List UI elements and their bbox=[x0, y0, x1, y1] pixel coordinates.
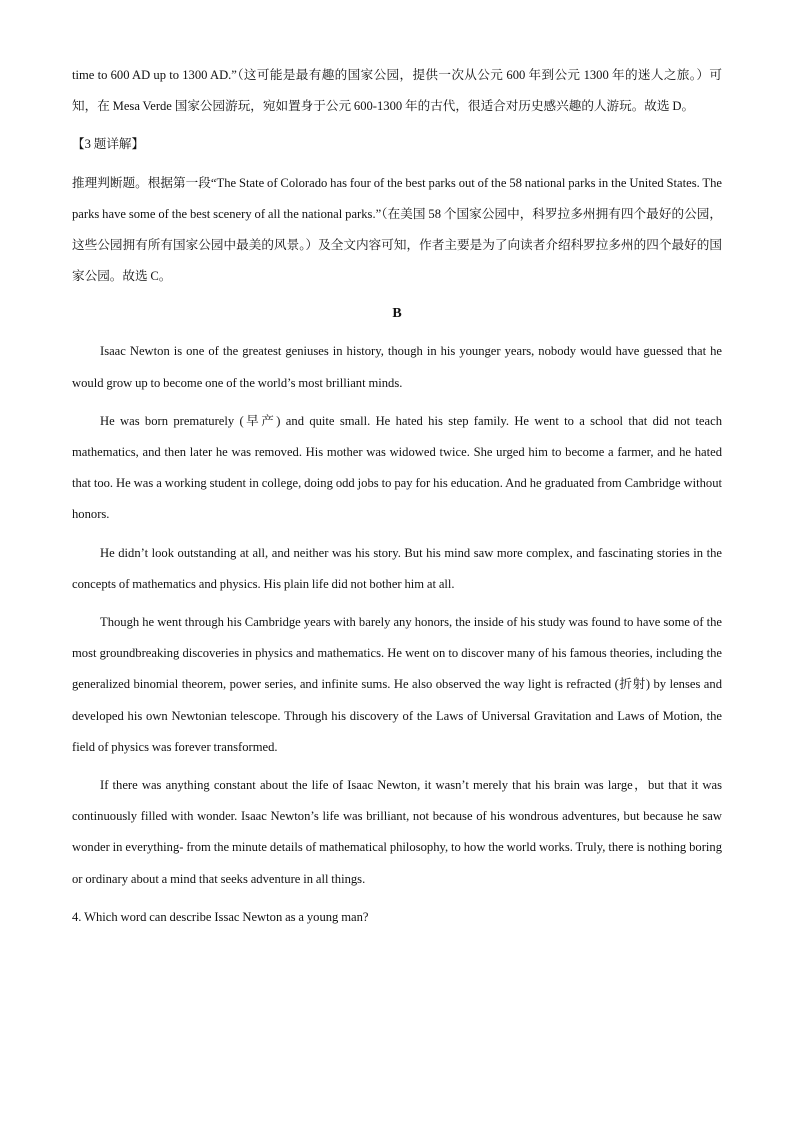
passage-paragraph-2: He was born prematurely (早产) and quite small. He hated his step family. He went to a school that did not teach mathematics, and then later he was removed. His mother was widowed twice. She urged him to become a farmer, and he hated that too. He was a working student in college, doing odd jobs to pay for his education. And he graduated from Cambridge without honors. bbox=[72, 413, 722, 522]
question-3-heading: 【3 题详解】 bbox=[72, 137, 145, 152]
previous-answer-explanation: time to 600 AD up to 1300 AD.”（这可能是最有趣的国家公园，提供一次从公元 600 年到公元 1300 年的迷人之旅。）可知，在 Mesa Verde 国家公园游玩，宛如置身于公元 600-1300 年的古代，很适合对历史感兴趣的人游玩。故选 D。 bbox=[72, 68, 722, 114]
question-4-stem: 4. Which word can describe Issac Newton as a young man? bbox=[72, 909, 369, 924]
passage-paragraph-4: Though he went through his Cambridge years with barely any honors, the inside of his study was found to have some of the most groundbreaking discoveries in physics and mathematics. He went on to discover many of his famous theories, including the generalized binomial theorem, power series, and infinite sums. He also observed the way light is refracted (折射) by lenses and developed his own Newtonian telescope. Through his discovery of the Laws of Universal Gravitation and Laws of Motion, the field of physics was forever transformed. bbox=[72, 615, 722, 754]
question-3-explanation: 推理判断题。根据第一段“The State of Colorado has four of the best parks out of the 58 national parks in the United States. The parks have some of the best scenery of all the national parks.”（在美国 58 个国家公园中，科罗拉多州拥有四个最好的公园，这些公园拥有所有国家公园中最美的风景。）及全文内容可知，作者主要是为了向读者介绍科罗拉多州的四个最好的国家公园。故选 C。 bbox=[72, 175, 722, 284]
section-label: B bbox=[392, 306, 402, 322]
passage-paragraph-1: Isaac Newton is one of the greatest geniuses in history, though in his younger years, nobody would have guessed that he would grow up to become one of the world’s most brilliant minds. bbox=[72, 344, 722, 390]
passage-paragraph-5: If there was anything constant about the life of Isaac Newton, it wasn’t merely that his brain was large，but that it was continuously filled with wonder. Isaac Newton’s life was brilliant, not because of his wondrous adventures, but because he saw wonder in everything- from the minute details of mathematical philosophy, to how the world works. Truly, there is nothing boring or ordinary about a mind that seeks adventure in all things. bbox=[72, 778, 722, 886]
passage-paragraph-3: He didn’t look outstanding at all, and neither was his story. But his mind saw more complex, and fascinating stories in the concepts of mathematics and physics. His plain life did not bother him at all. bbox=[72, 545, 722, 591]
document-page bbox=[72, 60, 722, 933]
